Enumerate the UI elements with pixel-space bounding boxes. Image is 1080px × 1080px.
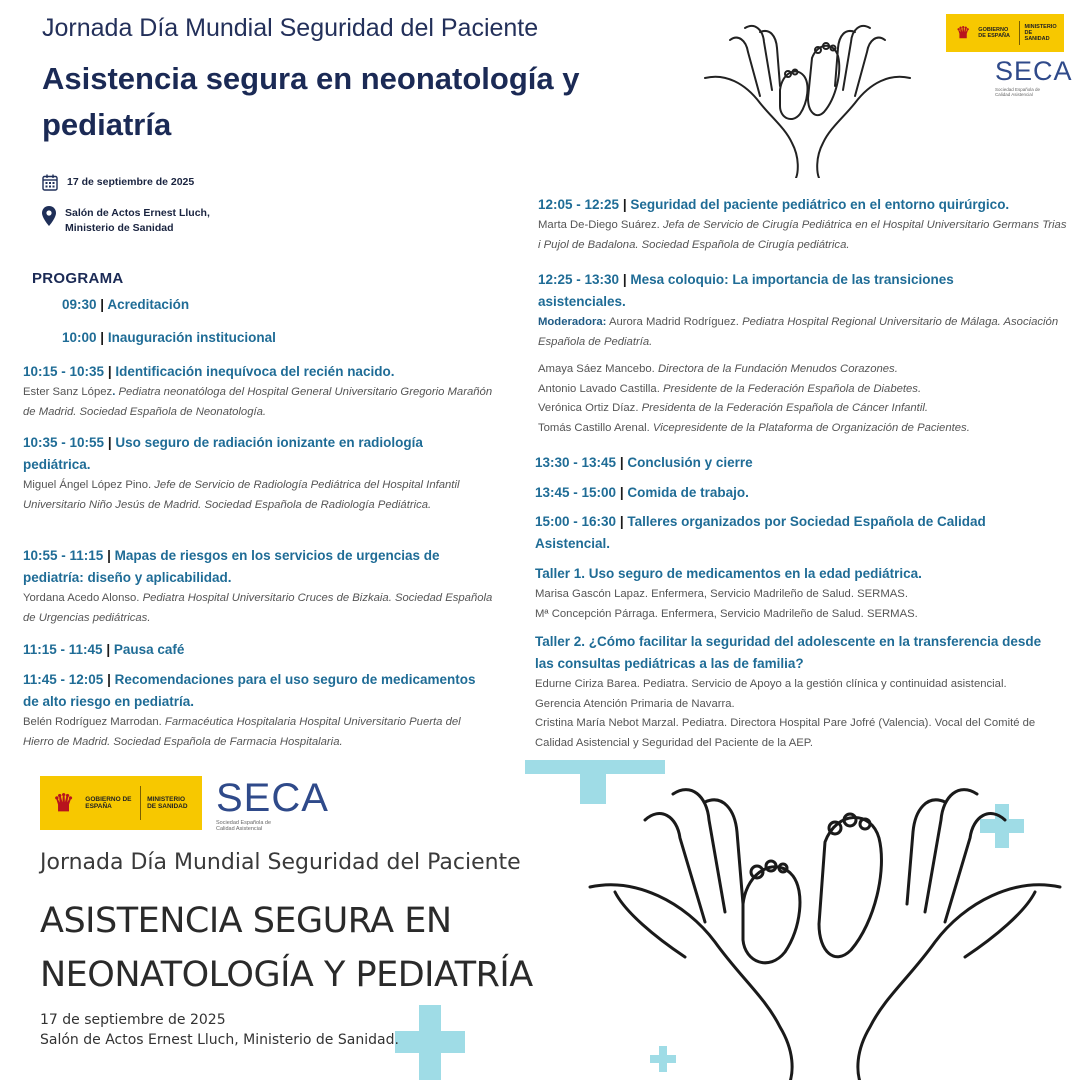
session-time: 15:00 - 16:30 — [535, 514, 617, 529]
panelist: Verónica Ortiz Díaz. Presidenta de la Federación Española de Cáncer Infantil. — [538, 402, 928, 414]
session-mesa-coloquio: 12:25 - 13:30 | Mesa coloquio: La importancia de las transiciones asistenciales. Moderadora: Aurora Madrid Rodríguez. Pediatra Hospital Regional Universitario de Málaga. Asociación Española de Pediatría. Amaya Sáez Mancebo. Directora de la Fundación Menudos Corazones. Antonio Lavado Castilla. Presidente de la Federación Española de Diabetes. Verónica Ortiz Díaz. Presidenta de la Federación Española de Cáncer Infantil. Tomás Castillo Arenal. Vicepresidente de la Plataforma de Organización de Pacientes. — [538, 269, 1028, 438]
banner-subtitle: Jornada Día Mundial Seguridad del Paciente — [40, 850, 521, 875]
panelists-list — [538, 360, 1068, 438]
session-inauguracion: 10:00 | Inauguración institucional — [62, 330, 276, 345]
seca-logo — [216, 776, 329, 833]
event-date: 17 de septiembre de 2025 — [67, 176, 195, 188]
session-talleres: 15:00 - 16:30 | Talleres organizados por Sociedad Española de Calidad Asistencial. — [535, 514, 986, 551]
speaker-name: Ester Sanz López — [23, 386, 113, 398]
session-time: 11:15 - 11:45 — [23, 642, 103, 657]
session-time: 11:45 - 12:05 — [23, 672, 104, 687]
gov-logo-label-2: MINISTERIO DE SANIDAD — [1024, 23, 1057, 43]
session-title: Comida de trabajo. — [627, 485, 749, 500]
speaker-role: Jefa de Servicio de Cirugía Pediátrica en el Hospital Universitario Germans Trias i Pujol de Badalona. Sociedad Española de Cirugía pediátrica. — [538, 219, 1067, 251]
seca-logo — [995, 58, 1075, 97]
seca-logo-name: SECA — [995, 56, 1073, 86]
session-title: Identificación inequívoca del recién nacido. — [115, 364, 395, 379]
session-title: Inauguración institucional — [107, 330, 276, 345]
event-place-line1: Salón de Actos Ernest Lluch, — [65, 207, 210, 219]
taller-speaker: Mª Concepción Párraga. Enfermera, Servicio Madrileño de Salud. SERMAS. — [535, 607, 918, 620]
speaker-name: Yordana Acedo Alonso — [23, 592, 137, 604]
speaker-name: Miguel Ángel López Pino — [23, 479, 148, 491]
hands-feet-illustration — [700, 18, 915, 178]
event-place-row — [42, 206, 210, 236]
session-time: 09:30 — [62, 297, 97, 312]
banner-date-place — [40, 1010, 399, 1050]
panelist: Antonio Lavado Castilla. Presidente de la Federación Española de Diabetes. — [538, 382, 922, 395]
panelist: Tomás Castillo Arenal. Vicepresidente de la Plataforma de Organización de Pacientes. — [538, 421, 970, 434]
speaker-role: Pediatra Hospital Universitario Cruces de Bizkaia. Sociedad Española de Urgencias pediátricas. — [23, 592, 493, 624]
session-title: Mesa coloquio: La importancia de las transiciones asistenciales. — [538, 272, 954, 309]
session-quirurgico: 12:05 - 12:25 | Seguridad del paciente pediátrico en el entorno quirúrgico. Marta De-Diego Suárez. Jefa de Servicio de Cirugía Pediátrica en el Hospital Universitario Germans Trias i Pujol de Badalona. Sociedad Española de Cirugía pediátrica. — [538, 197, 1067, 251]
gov-logo-label-1: GOBIERNO DE ESPAÑA — [85, 795, 132, 810]
gov-logo-label-1: GOBIERNO DE ESPAÑA — [978, 26, 1010, 39]
location-pin-icon — [42, 206, 56, 226]
session-comida: 13:45 - 15:00 | Comida de trabajo. — [535, 485, 749, 500]
session-title: Pausa café — [113, 642, 185, 657]
moderator-name: Aurora Madrid Rodríguez — [608, 316, 736, 328]
gov-logo-label-2: MINISTERIO DE SANIDAD — [147, 795, 188, 810]
event-subtitle: Jornada Día Mundial Seguridad del Paciente — [42, 14, 539, 42]
page-title: Asistencia segura en neonatología y pediatría — [42, 61, 580, 142]
cross-icon — [395, 1005, 465, 1080]
session-radiacion: 10:35 - 10:55 | Uso seguro de radiación ionizante en radiología pediátrica. Miguel Ángel López Pino. Jefe de Servicio de Radiología Pediátrica del Hospital Infantil Universitario Niño Jesús de Madrid. Sociedad Española de Radiología Pediátrica. — [23, 435, 460, 511]
speaker-role: Jefe de Servicio de Radiología Pediátrica del Hospital Infantil Universitario Niño Jesús de Madrid. Sociedad Española de Radiología Pediátrica. — [23, 479, 460, 511]
speaker-role: Farmacéutica Hospitalaria Hospital Universitario Puerta del Hierro de Madrid. Sociedad Española de Farmacia Hospitalaria. — [23, 716, 461, 748]
taller-speaker: Marisa Gascón Lapaz. Enfermera, Servicio Madrileño de Salud. SERMAS. — [535, 588, 908, 600]
taller-2 — [535, 631, 1050, 753]
session-medicamentos-alto-riesgo: 11:45 - 12:05 | Recomendaciones para el uso seguro de medicamentos de alto riesgo en pediatría. Belén Rodríguez Marrodan. Farmacéutica Hospitalaria Hospital Universitario Puerta del Hierro de Madrid. Sociedad Española de Farmacia Hospitalaria. — [23, 672, 476, 748]
banner-title: ASISTENCIA SEGURA EN NEONATOLOGÍA Y PEDIATRÍA — [40, 901, 533, 995]
gobierno-logo — [946, 14, 1064, 52]
session-mapas-riesgos: 10:55 - 11:15 | Mapas de riesgos en los servicios de urgencias de pediatría: diseño y aplicabilidad. Yordana Acedo Alonso. Pediatra Hospital Universitario Cruces de Bizkaia. Sociedad Española de Urgencias pediátricas. — [23, 548, 493, 624]
speaker-name: Belén Rodríguez Marrodan — [23, 716, 159, 728]
panelist: Amaya Sáez Mancebo. Directora de la Fundación Menudos Corazones. — [538, 363, 898, 375]
seca-logo-name: SECA — [216, 776, 329, 820]
session-title: Talleres organizados por Sociedad Española de Calidad Asistencial. — [535, 514, 986, 551]
speaker-name: Marta De-Diego Suárez — [538, 219, 657, 231]
coat-of-arms-icon: ♛ — [955, 25, 971, 42]
taller-title: Taller 1. Uso seguro de medicamentos en la edad pediátrica. — [535, 566, 922, 581]
session-time: 13:30 - 13:45 — [535, 455, 617, 470]
session-time: 12:25 - 13:30 — [538, 272, 620, 287]
taller-speaker: Edurne Ciriza Barea. Pediatra. Servicio de Apoyo a la gestión clínica y continuidad asistencial. Gerencia Atención Primaria de Navarra. — [535, 678, 1007, 710]
calendar-icon — [42, 174, 58, 191]
session-title: Mapas de riesgos en los servicios de urgencias de pediatría: diseño y aplicabilidad. — [23, 548, 440, 585]
session-title: Recomendaciones para el uso seguro de medicamentos de alto riesgo en pediatría. — [23, 672, 476, 709]
seca-logo-tagline: Sociedad Española de Calidad Asistencial — [995, 87, 1041, 98]
moderator-label: Moderadora: — [538, 316, 607, 328]
session-pausa-cafe: 11:15 - 11:45 | Pausa café — [23, 642, 185, 657]
program-heading: PROGRAMA — [32, 270, 124, 287]
session-time: 10:35 - 10:55 — [23, 435, 105, 450]
banner-place: Salón de Actos Ernest Lluch, Ministerio de Sanidad. — [40, 1032, 399, 1048]
taller-speaker: Cristina María Nebot Marzal. Pediatra. Directora Hospital Pare Jofré (Valencia). Vocal del Comité de Calidad Asistencial y Seguridad del Paciente de la AEP. — [535, 717, 1036, 749]
event-place-line2: Ministerio de Sanidad — [65, 222, 174, 234]
banner-date: 17 de septiembre de 2025 — [40, 1012, 226, 1028]
session-conclusion: 13:30 - 13:45 | Conclusión y cierre — [535, 455, 753, 470]
speaker-role: Pediatra neonatóloga del Hospital General Universitario Gregorio Marañón de Madrid. Sociedad Española de Neonatología. — [23, 386, 493, 418]
session-identificacion: 10:15 - 10:35 | Identificación inequívoca del recién nacido. Ester Sanz López. Pediatra neonatóloga del Hospital General Universitario Gregorio Marañón de Madrid. Sociedad Española de Neonatología. — [23, 364, 493, 418]
session-time: 10:15 - 10:35 — [23, 364, 105, 379]
hands-feet-illustration — [585, 772, 1065, 1080]
gobierno-logo — [40, 776, 202, 830]
session-time: 10:00 — [62, 330, 97, 345]
session-title: Seguridad del paciente pediátrico en el entorno quirúrgico. — [630, 197, 1010, 212]
moderator-role: Pediatra Hospital Regional Universitario de Málaga. Asociación Española de Pediatría. — [538, 316, 1059, 348]
seca-logo-tagline: Sociedad Española de Calidad Asistencial — [216, 820, 272, 833]
session-title: Acreditación — [107, 297, 190, 312]
taller-title: Taller 2. ¿Cómo facilitar la seguridad del adolescente en la transferencia desde las consultas pediátricas a las de familia? — [535, 634, 1042, 671]
session-time: 10:55 - 11:15 — [23, 548, 104, 563]
session-acreditacion: 09:30 | Acreditación — [62, 297, 190, 312]
event-banner — [0, 760, 1080, 1080]
session-title: Uso seguro de radiación ionizante en radiología pediátrica. — [23, 435, 423, 472]
taller-1 — [535, 563, 1045, 624]
event-date-row — [42, 174, 194, 191]
session-time: 12:05 - 12:25 — [538, 197, 620, 212]
session-time: 13:45 - 15:00 — [535, 485, 617, 500]
session-title: Conclusión y cierre — [627, 455, 753, 470]
coat-of-arms-icon: ♛ — [52, 789, 75, 817]
